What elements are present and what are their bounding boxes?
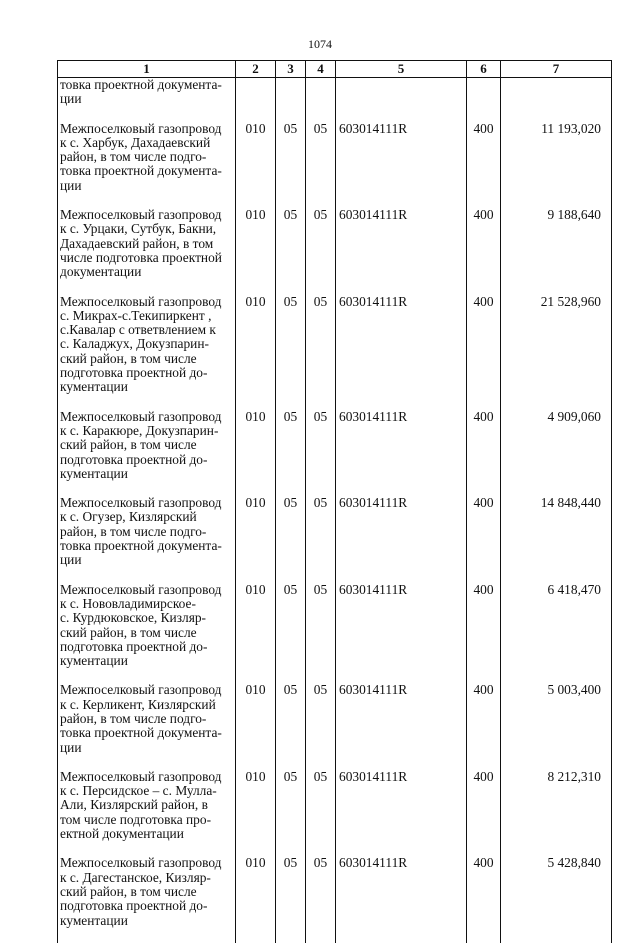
object-name-line: к с. Харбук, Дахадаевский xyxy=(60,134,211,150)
object-name-line: район, в том числе подго- xyxy=(60,149,207,165)
object-name-line: ский район, в том числе xyxy=(60,350,197,366)
subsection-code-cell: 05 xyxy=(306,208,336,294)
section-code-cell: 05 xyxy=(276,583,306,684)
object-name-cell xyxy=(58,78,236,122)
object-name-line: ектной документации xyxy=(60,826,184,842)
object-name-line: кументации xyxy=(60,465,128,481)
object-name-line: кументации xyxy=(60,379,128,395)
amount-cell: 8 212,310 xyxy=(501,770,612,856)
object-name-line: ции xyxy=(60,91,82,107)
subsection-code-cell: 05 xyxy=(306,496,336,582)
object-name-line: товка проектной документа- xyxy=(60,77,222,92)
page-number: 1074 xyxy=(308,37,332,51)
object-name-cell xyxy=(58,208,236,294)
object-name-line: товка проектной документа- xyxy=(60,163,222,179)
object-name-cell xyxy=(58,856,236,942)
object-name-line: район, в том числе подго- xyxy=(60,710,207,726)
expense-type-cell: 400 xyxy=(467,496,501,582)
object-name-line: с.Кавалар с ответвлением к xyxy=(60,322,216,338)
expense-type-cell: 400 xyxy=(467,683,501,769)
object-name-cell xyxy=(58,496,236,582)
object-name-line: ский район, в том числе xyxy=(60,883,197,899)
object-name-line: ции xyxy=(60,177,82,193)
object-name-line: Межпоселковый газопровод xyxy=(60,768,222,784)
object-name-line: Межпоселковый газопровод xyxy=(60,495,222,511)
expense-type-cell: 400 xyxy=(467,122,501,208)
table-row xyxy=(58,295,612,410)
section-code-cell: 05 xyxy=(276,295,306,410)
object-name-line: подготовка проектной до- xyxy=(60,365,208,381)
header-cell-4: 4 xyxy=(306,61,336,78)
object-name-line: Межпоселковый газопровод xyxy=(60,682,222,698)
section-code-cell: 05 xyxy=(276,122,306,208)
object-name-line: Межпоселковый газопровод xyxy=(60,855,222,871)
object-name-cell xyxy=(58,683,236,769)
object-name-line: Дахадаевский район, в том xyxy=(60,235,214,251)
section-code-cell: 05 xyxy=(276,208,306,294)
ministry-code-cell xyxy=(236,78,276,122)
header-cell-3: 3 xyxy=(276,61,306,78)
object-name-line: к с. Керликент, Кизлярский xyxy=(60,696,216,712)
object-name-line: район, в том числе подго- xyxy=(60,523,207,539)
object-name-line: к с. Дагестанское, Кизляр- xyxy=(60,869,211,885)
amount-cell: 14 848,440 xyxy=(501,496,612,582)
expense-type-cell: 400 xyxy=(467,410,501,496)
section-code-cell: 05 xyxy=(276,770,306,856)
object-name-line: с. Микрах-с.Текипиркент , xyxy=(60,307,212,323)
subsection-code-cell: 05 xyxy=(306,295,336,410)
object-name-cell xyxy=(58,410,236,496)
object-name-line: товка проектной документа- xyxy=(60,538,222,554)
table-row xyxy=(58,496,612,582)
amount-cell: 11 193,020 xyxy=(501,122,612,208)
object-name-line: подготовка проектной до- xyxy=(60,451,208,467)
section-code-cell xyxy=(276,78,306,122)
object-name-line: подготовка проектной до- xyxy=(60,638,208,654)
amount-cell: 21 528,960 xyxy=(501,295,612,410)
ministry-code-cell: 010 xyxy=(236,208,276,294)
amount-cell: 5 428,840 xyxy=(501,856,612,942)
subsection-code-cell xyxy=(306,78,336,122)
object-name-cell xyxy=(58,295,236,410)
object-name-line: документации xyxy=(60,264,142,280)
object-name-line: к с. Персидское – с. Мулла- xyxy=(60,783,217,799)
table-row xyxy=(58,78,612,122)
target-article-cell: 603014111R xyxy=(336,295,467,410)
target-article-cell: 603014111R xyxy=(336,496,467,582)
expense-type-cell: 400 xyxy=(467,208,501,294)
object-name-line: Межпоселковый газопровод xyxy=(60,120,222,136)
target-article-cell: 603014111R xyxy=(336,208,467,294)
header-cell-5: 5 xyxy=(336,61,467,78)
expense-type-cell: 400 xyxy=(467,770,501,856)
header-cell-2: 2 xyxy=(236,61,276,78)
object-name-line: к с. Огузер, Кизлярский xyxy=(60,509,197,525)
expense-type-cell: 400 xyxy=(467,856,501,942)
object-name-line: с. Каладжух, Докузпарин- xyxy=(60,336,209,352)
table-row xyxy=(58,683,612,769)
object-name-line: к с. Нововладимирское- xyxy=(60,595,196,611)
target-article-cell: 603014111R xyxy=(336,683,467,769)
subsection-code-cell: 05 xyxy=(306,856,336,942)
table-row xyxy=(58,208,612,294)
expense-type-cell xyxy=(467,78,501,122)
table-row xyxy=(58,122,612,208)
object-name-line: том числе подготовка про- xyxy=(60,811,212,827)
subsection-code-cell: 05 xyxy=(306,683,336,769)
target-article-cell: 603014111R xyxy=(336,770,467,856)
expense-type-cell: 400 xyxy=(467,295,501,410)
target-article-cell: 603014111R xyxy=(336,410,467,496)
object-name-line: к с. Каракюре, Докузпарин- xyxy=(60,422,219,438)
object-name-line: товка проектной документа- xyxy=(60,725,222,741)
subsection-code-cell: 05 xyxy=(306,583,336,684)
subsection-code-cell: 05 xyxy=(306,122,336,208)
object-name-cell xyxy=(58,583,236,684)
object-name-line: к с. Урцаки, Сутбук, Бакни, xyxy=(60,221,217,237)
section-code-cell: 05 xyxy=(276,496,306,582)
target-article-cell xyxy=(336,78,467,122)
table-row xyxy=(58,583,612,684)
header-row xyxy=(58,61,612,78)
object-name-line: Межпоселковый газопровод xyxy=(60,408,222,424)
subsection-code-cell: 05 xyxy=(306,770,336,856)
object-name-line: числе подготовка проектной xyxy=(60,249,222,265)
ministry-code-cell: 010 xyxy=(236,496,276,582)
table-row xyxy=(58,856,612,942)
target-article-cell: 603014111R xyxy=(336,122,467,208)
amount-cell: 9 188,640 xyxy=(501,208,612,294)
amount-cell xyxy=(501,78,612,122)
table-header xyxy=(58,61,612,78)
object-name-line: кументации xyxy=(60,653,128,669)
object-name-line: Али, Кизлярский район, в xyxy=(60,797,208,813)
object-name-line: Межпоселковый газопровод xyxy=(60,293,222,309)
object-name-line: с. Курдюковское, Кизляр- xyxy=(60,610,207,626)
object-name-line: Межпоселковый газопровод xyxy=(60,207,222,223)
section-code-cell: 05 xyxy=(276,410,306,496)
amount-cell: 5 003,400 xyxy=(501,683,612,769)
ministry-code-cell: 010 xyxy=(236,295,276,410)
object-name-cell xyxy=(58,770,236,856)
object-name-line: Межпоселковый газопровод xyxy=(60,581,222,597)
header-cell-6: 6 xyxy=(467,61,501,78)
object-name-line: ции xyxy=(60,739,82,755)
section-code-cell: 05 xyxy=(276,856,306,942)
table-row xyxy=(58,770,612,856)
ministry-code-cell: 010 xyxy=(236,583,276,684)
amount-cell: 4 909,060 xyxy=(501,410,612,496)
object-name-line: кументации xyxy=(60,912,128,928)
table-row xyxy=(58,410,612,496)
subsection-code-cell: 05 xyxy=(306,410,336,496)
target-article-cell: 603014111R xyxy=(336,583,467,684)
section-code-cell: 05 xyxy=(276,683,306,769)
ministry-code-cell: 010 xyxy=(236,770,276,856)
target-article-cell: 603014111R xyxy=(336,856,467,942)
object-name-line: ский район, в том числе xyxy=(60,624,197,640)
ministry-code-cell: 010 xyxy=(236,410,276,496)
object-name-cell xyxy=(58,122,236,208)
object-name-line: ский район, в том числе xyxy=(60,437,197,453)
object-name-line: ции xyxy=(60,552,82,568)
ministry-code-cell: 010 xyxy=(236,856,276,942)
budget-table xyxy=(57,60,612,943)
ministry-code-cell: 010 xyxy=(236,122,276,208)
expense-type-cell: 400 xyxy=(467,583,501,684)
header-cell-7: 7 xyxy=(501,61,612,78)
object-name-line: подготовка проектной до- xyxy=(60,898,208,914)
amount-cell: 6 418,470 xyxy=(501,583,612,684)
table-body xyxy=(58,78,612,943)
header-cell-1: 1 xyxy=(58,61,236,78)
ministry-code-cell: 010 xyxy=(236,683,276,769)
